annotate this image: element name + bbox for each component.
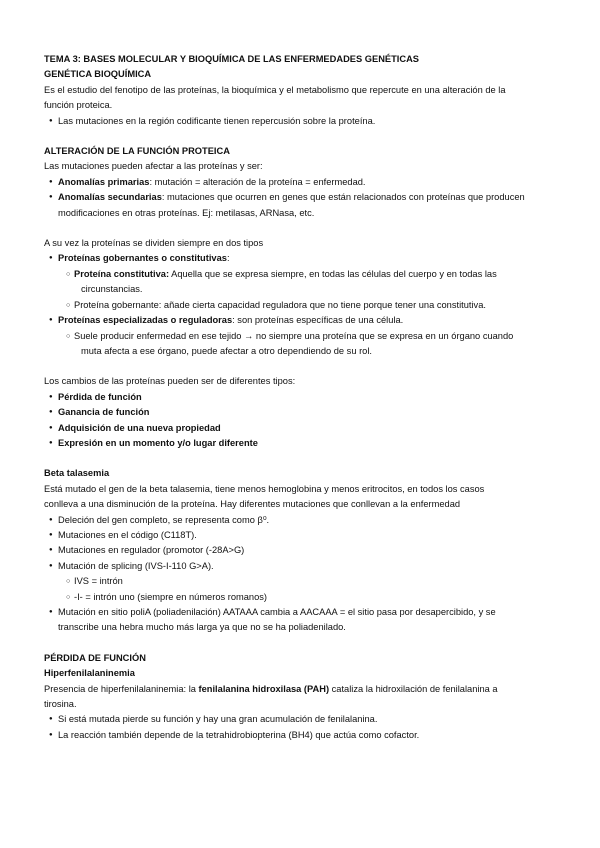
paragraph-line: Es el estudio del fenotipo de las proteínas, la bioquímica y el metabolismo que repercute en una alteración de la bbox=[44, 84, 506, 95]
bullet-item: ● Mutaciones en regulador (promotor (-28A>G) bbox=[44, 543, 560, 558]
paragraph-line: Está mutado el gen de la beta talasemia, tiene menos hemoglobina y menos eritrocitos, en todos los casos bbox=[44, 483, 485, 494]
bullet-item bbox=[44, 190, 560, 205]
bullet-item bbox=[44, 313, 560, 328]
section-heading-alteracion: ALTERACIÓN DE LA FUNCIÓN PROTEICA bbox=[44, 146, 230, 157]
bullet-item-type: ● Adquisición de una nueva propiedad bbox=[44, 421, 560, 436]
section-heading-perdida: PÉRDIDA DE FUNCIÓN bbox=[44, 652, 146, 663]
bullet-item-type: ● Ganancia de función bbox=[44, 405, 560, 420]
bullet-item: ● Deleción del gen completo, se representa como β⁰. bbox=[44, 513, 560, 528]
bullet-text: : mutaciones que ocurren en genes que están relacionados con proteínas que producen bbox=[161, 192, 525, 203]
paragraph-line: Las mutaciones pueden afectar a las proteínas y ser: bbox=[44, 161, 263, 172]
section-heading-genetica: GENÉTICA BIOQUÍMICA bbox=[44, 69, 152, 80]
paragraph-line: Los cambios de las proteínas pueden ser de diferentes tipos: bbox=[44, 376, 296, 387]
bullet-continuation: modificaciones en otras proteínas. Ej: metilasas, ARNasa, etc. bbox=[58, 207, 315, 218]
bullet-item-type: ● Pérdida de función bbox=[44, 390, 560, 405]
doc-title: TEMA 3: BASES MOLECULAR Y BIOQUÍMICA DE LAS ENFERMEDADES GENÉTICAS bbox=[44, 54, 420, 64]
paragraph-line: tirosina. bbox=[44, 699, 77, 710]
bold-term: Proteínas gobernantes o constitutivas bbox=[58, 253, 227, 264]
bullet-item: ● La reacción también depende de la tetrahidrobiopterina (BH4) que actúa como cofactor. bbox=[44, 728, 560, 743]
bullet-continuation: transcribe una hebra mucho más larga ya que no se ha poliadenilado. bbox=[58, 622, 346, 633]
bold-term: Anomalías primarias bbox=[58, 176, 150, 187]
paragraph-line: conlleva a una disminución de la proteína. Hay diferentes mutaciones que conllevan a la enfermedad bbox=[44, 499, 461, 510]
bullet-text: : mutación = alteración de la proteína = enfermedad. bbox=[149, 176, 366, 187]
subsection-heading-hiperfenilalaninemia: Hiperfenilalaninemia bbox=[44, 668, 135, 679]
sub-bullet-text: Aquella que se expresa siempre, en todas las células del cuerpo y en todas las bbox=[169, 268, 497, 279]
bullet-text: : son proteínas específicas de una célula. bbox=[232, 315, 404, 326]
bullet-item-type: ● Expresión en un momento y/o lugar diferente bbox=[44, 436, 560, 451]
section-heading-beta-talasemia: Beta talasemia bbox=[44, 468, 110, 479]
sub-bullet-continuation: circunstancias. bbox=[81, 284, 143, 295]
bullet-item: ● Si está mutada pierde su función y hay una gran acumulación de fenilalanina. bbox=[44, 712, 560, 727]
bold-term: Anomalías secundarias bbox=[58, 192, 162, 203]
sub-bullet-item: ○ -I- = intrón uno (siempre en números romanos) bbox=[44, 590, 560, 605]
bullet-item: ● Mutaciones en el código (C118T). bbox=[44, 528, 560, 543]
bold-term: fenilalanina hidroxilasa (PAH) bbox=[198, 683, 330, 694]
paragraph-text: cataliza la hidroxilación de fenilalanina a bbox=[329, 683, 498, 694]
paragraph-line: función proteica. bbox=[44, 100, 113, 111]
bold-term: Proteínas especializadas o reguladoras bbox=[58, 315, 233, 326]
bold-term: Proteína constitutiva: bbox=[74, 268, 170, 279]
bullet-item: ● Mutación en sitio poliA (poliadenilación) AATAAA cambia a AACAAA = el sitio pasa por desapercibido, y se bbox=[44, 605, 560, 620]
sub-bullet-continuation: muta afecta a ese órgano, puede afectar a otro dependiendo de su rol. bbox=[81, 345, 372, 356]
paragraph-line: A su vez la proteínas se dividen siempre en dos tipos bbox=[44, 238, 264, 249]
bullet-item: ● Las mutaciones en la región codificante tienen repercusión sobre la proteína. bbox=[44, 114, 560, 129]
sub-bullet-item: ○ Suele producir enfermedad en ese tejido → no siempre una proteína que se expresa en un órgano cuando bbox=[44, 329, 560, 344]
bullet-text: : bbox=[226, 253, 230, 264]
bullet-item bbox=[44, 175, 560, 190]
paragraph-line bbox=[44, 682, 560, 697]
sub-bullet-item bbox=[44, 267, 560, 282]
bullet-item: ● Mutación de splicing (IVS-I-110 G>A). bbox=[44, 559, 560, 574]
sub-bullet-item: ○ Proteína gobernante: añade cierta capacidad reguladora que no tiene porque tener una constitutiva. bbox=[44, 298, 560, 313]
paragraph-text: Presencia de hiperfenilalaninemia: la bbox=[44, 683, 199, 694]
sub-bullet-item: ○ IVS = intrón bbox=[44, 574, 560, 589]
bullet-item bbox=[44, 251, 560, 266]
